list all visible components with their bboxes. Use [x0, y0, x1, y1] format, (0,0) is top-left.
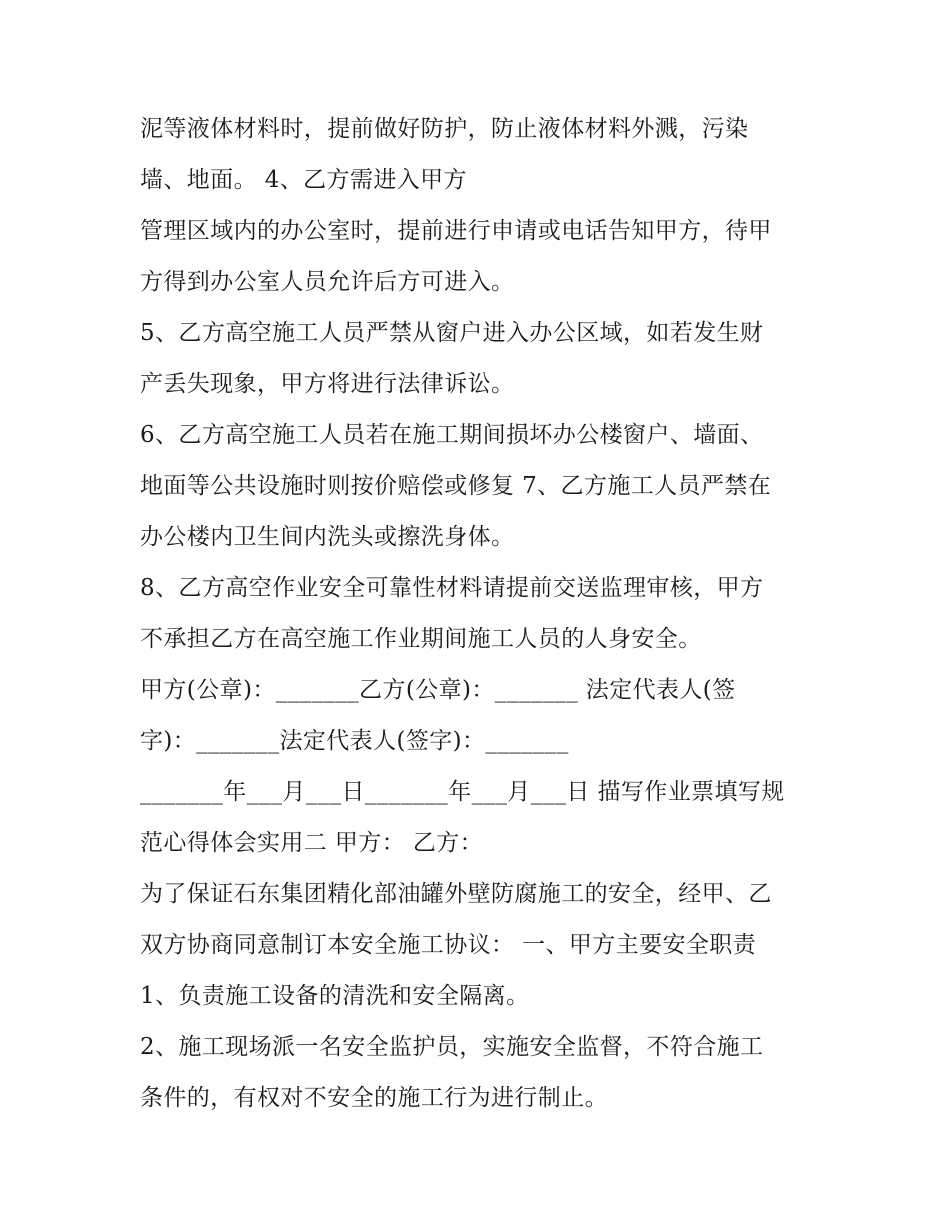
text-line: 地面等公共设施时则按价赔偿或修复 7、乙方施工人员严禁在 [140, 473, 772, 499]
text-line: 墙、地面。 4、乙方需进入甲方 [140, 167, 467, 193]
text-line: 不承担乙方在高空施工作业期间施工人员的人身安全。 [140, 626, 702, 652]
text-line: 泥等液体材料时，提前做好防护，防止液体材料外溅，污染 [140, 116, 749, 142]
text-line: 方得到办公室人员允许后方可进入。 [140, 269, 515, 295]
text-line: 双方协商同意制订本安全施工协议： 一、甲方主要安全职责 [140, 932, 757, 958]
text-line: 6、乙方高空施工人员若在施工期间损坏办公楼窗户、墙面、 [140, 422, 764, 448]
date-line: _______年___月___日_______年___月___日 描写作业票填写规 [140, 779, 785, 805]
text-line: 办公楼内卫生间内洗头或擦洗身体。 [140, 524, 515, 550]
list-item: 1、负责施工设备的清洗和安全隔离。 [140, 983, 530, 1009]
list-item: 2、施工现场派一名安全监护员，实施安全监督，不符合施工 [140, 1034, 764, 1060]
text-line: 8、乙方高空作业安全可靠性材料请提前交送监理审核，甲方 [140, 575, 764, 601]
text-line: 5、乙方高空施工人员严禁从窗户进入办公区域，如若发生财 [140, 320, 764, 346]
signature-line: 甲方(公章)：_______乙方(公章)：_______ 法定代表人(签 [140, 677, 736, 703]
signature-line: 字)：_______法定代表人(签字)：_______ [140, 728, 569, 754]
text-line: 产丢失现象，甲方将进行法律诉讼。 [140, 371, 515, 397]
text-line: 管理区域内的办公室时，提前进行申请或电话告知甲方，待甲 [140, 218, 772, 244]
section-title-line: 范心得体会实用二 甲方： 乙方： [140, 830, 484, 856]
text-line: 条件的，有权对不安全的施工行为进行制止。 [140, 1085, 608, 1111]
text-line: 为了保证石东集团精化部油罐外壁防腐施工的安全，经甲、乙 [140, 881, 772, 907]
document-body [140, 104, 830, 1124]
